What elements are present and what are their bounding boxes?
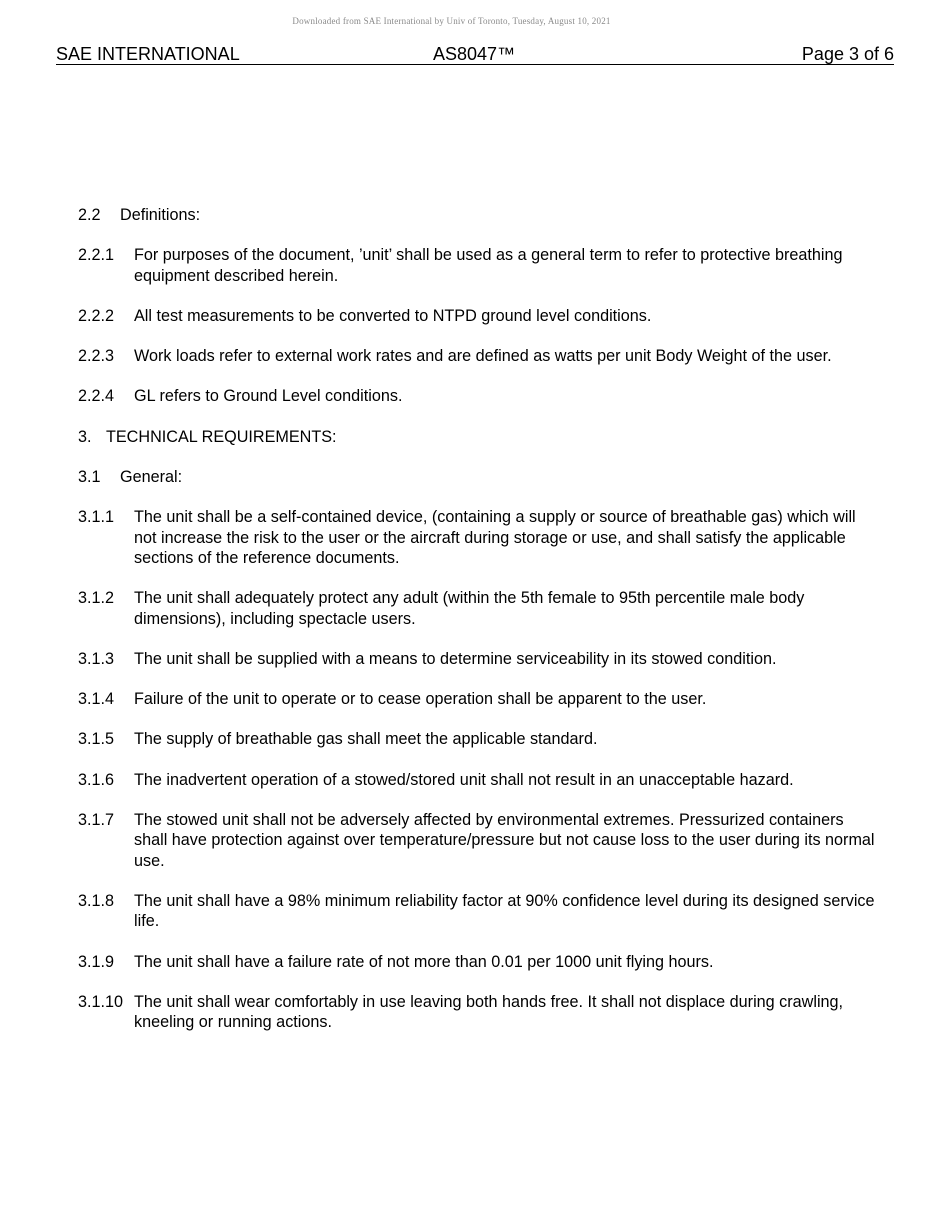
paragraph-number: 3.1.1 <box>78 508 115 527</box>
paragraph-3-1-5 <box>78 729 878 749</box>
paragraph-number: 2.2.4 <box>78 387 115 406</box>
section-number: 2.2 <box>78 206 101 224</box>
paragraph-text: The supply of breathable gas shall meet the applicable standard. <box>134 730 598 749</box>
paragraph-text: The inadvertent operation of a stowed/stored unit shall not result in an unacceptable hazard. <box>134 770 794 789</box>
paragraph-3-1-2 <box>78 588 878 629</box>
paragraph-3-1-3 <box>78 649 878 669</box>
paragraph-number: 2.2.3 <box>78 347 115 366</box>
paragraph-number: 2.2.1 <box>78 246 115 265</box>
paragraph-3-1-1 <box>78 507 878 568</box>
header-org: SAE INTERNATIONAL <box>56 44 240 64</box>
section-heading: TECHNICAL REQUIREMENTS: <box>106 427 337 446</box>
header-doc-id: AS8047™ <box>433 44 516 64</box>
paragraph-text: The unit shall have a 98% minimum reliability factor at 90% confidence level during its designed service life. <box>134 891 875 931</box>
paragraph-2-2-3 <box>78 346 878 366</box>
paragraph-text: The unit shall be supplied with a means to determine serviceability in its stowed condition. <box>134 649 777 668</box>
section-2-2 <box>78 205 878 225</box>
paragraph-text: The unit shall adequately protect any adult (within the 5th female to 95th percentile male body dimensions), including spectacle users. <box>134 589 805 628</box>
paragraph-3-1-10 <box>78 992 878 1033</box>
paragraph-2-2-4 <box>78 386 878 406</box>
paragraph-text: The unit shall be a self-contained device, (containing a supply or source of breathable gas) which will not increase the risk to the user or the aircraft during storage or use, and shall satisfy the applicable sections of the reference documents. <box>134 508 856 567</box>
paragraph-text: GL refers to Ground Level conditions. <box>134 387 403 406</box>
section-heading: Definitions: <box>120 206 201 224</box>
paragraph-text: For purposes of the document, ’unit’ shall be used as a general term to refer to protective breathing equipment described herein. <box>134 246 843 285</box>
paragraph-number: 3.1.3 <box>78 649 115 668</box>
paragraph-number: 3.1.8 <box>78 891 115 910</box>
section-heading: General: <box>120 468 183 487</box>
paragraph-text: The stowed unit shall not be adversely affected by environmental extremes. Pressurized containers shall have protection against over temperature/pressure but not cause loss to the user during its normal use. <box>134 811 875 870</box>
paragraph-3-1-9 <box>78 952 878 972</box>
section-3 <box>78 427 878 447</box>
paragraph-3-1-8 <box>78 891 878 932</box>
paragraph-text: The unit shall have a failure rate of not more than 0.01 per 1000 unit flying hours. <box>134 952 714 971</box>
paragraph-text: All test measurements to be converted to NTPD ground level conditions. <box>134 306 652 325</box>
paragraph-number: 2.2.2 <box>78 306 115 325</box>
paragraph-number: 3.1.4 <box>78 690 115 709</box>
paragraph-number: 3.1.7 <box>78 811 115 830</box>
document-body <box>78 205 878 1052</box>
paragraph-text: The unit shall wear comfortably in use leaving both hands free. It shall not displace during crawling, kneeling or running actions. <box>134 992 844 1032</box>
header-page-number: Page 3 of 6 <box>801 44 894 64</box>
paragraph-number: 3.1.9 <box>78 952 115 971</box>
paragraph-3-1-6 <box>78 770 878 790</box>
section-number: 3.1 <box>78 468 101 487</box>
download-watermark: Downloaded from SAE International by Univ of Toronto, Tuesday, August 10, 2021 <box>292 16 611 26</box>
page-header <box>56 44 894 65</box>
paragraph-number: 3.1.2 <box>78 589 115 608</box>
paragraph-number: 3.1.6 <box>78 770 115 789</box>
paragraph-text: Work loads refer to external work rates and are defined as watts per unit Body Weight of the user. <box>134 347 832 366</box>
paragraph-number: 3.1.5 <box>78 730 115 749</box>
paragraph-3-1-7 <box>78 810 878 871</box>
paragraph-3-1-4 <box>78 689 878 709</box>
paragraph-text: Failure of the unit to operate or to cease operation shall be apparent to the user. <box>134 690 707 709</box>
section-number: 3. <box>78 427 92 446</box>
paragraph-2-2-1 <box>78 245 878 286</box>
paragraph-2-2-2 <box>78 306 878 326</box>
paragraph-number: 3.1.10 <box>78 992 124 1011</box>
section-3-1 <box>78 467 878 487</box>
